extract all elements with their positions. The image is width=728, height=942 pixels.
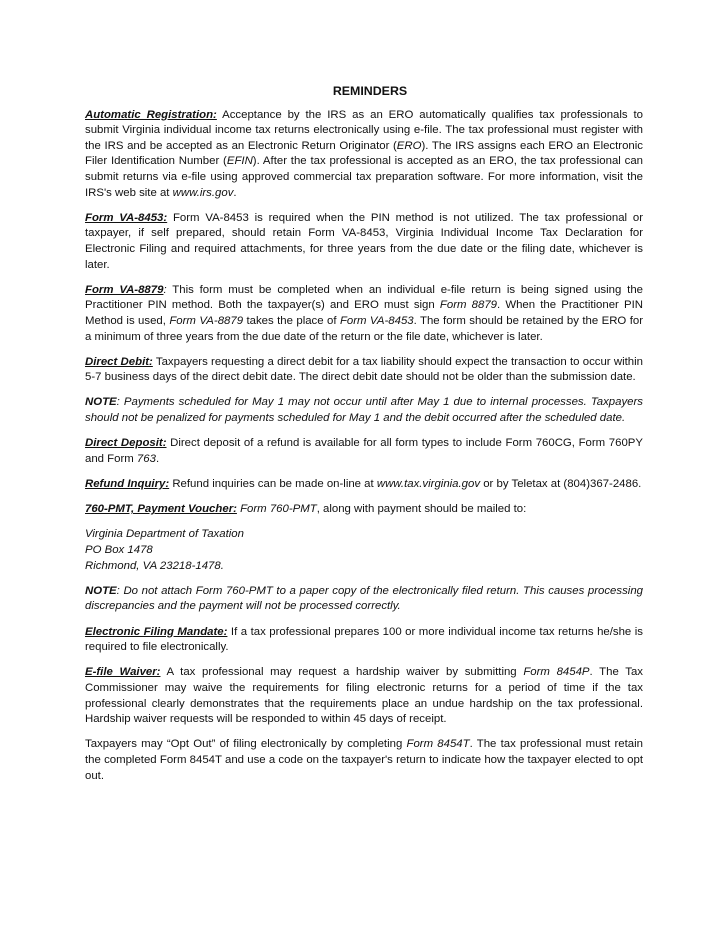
paragraph-form-va-8453: Form VA-8453: Form VA-8453 is required when the PIN method is not utilized. The tax professional or taxpayer, if self prepared, should retain Form VA-8453, Virginia Individual Income Tax Declaration for Electronic Filing and required attachments, for three years from the due date or the filing date, whichever is later. [85,211,643,271]
irs-url-link[interactable]: www.irs.gov [172,186,234,199]
paragraph-opt-out: Taxpayers may “Opt Out” of filing electronically by completing Form 8454T. The tax professional must retain the completed Form 8454T and use a code on the taxpayer's return to indicate how the taxpayer elected to opt out. [85,738,644,782]
paragraph-payment-voucher: 760-PMT, Payment Voucher: Form 760-PMT, along with payment should be mailed to: [85,503,527,516]
paragraph-efile-waiver: E-file Waiver: A tax professional may request a hardship waiver by submitting Form 8454P. The Tax Commissioner may waive the requirements for filing electronic returns for a period of time if the tax professional clearly demonstrates that the requirements place an undue hardship on the tax professional. Hardship waiver requests will be responded to within 45 days of receipt. [85,666,643,726]
address-line: Virginia Department of Taxation [85,528,244,541]
paragraph-direct-debit: Direct Debit: Taxpayers requesting a direct debit for a tax liability should expect the transaction to occur within 5-7 business days of the direct debit date. The direct debit date should not be older than the submission date. [85,355,643,384]
heading-form-va-8453: Form VA-8453: [85,211,168,224]
paragraph-automatic-registration: Automatic Registration: Acceptance by the IRS as an ERO automatically qualifies tax professionals to submit Virginia individual income tax returns electronically using e-file. The tax professional must register with the IRS and be accepted as an Electronic Return Originator (ERO). The IRS assigns each ERO an Electronic Filer Identification Number (EFIN). After the tax professional is accepted as an ERO, the tax professional can submit returns via e-file using approved commercial tax preparation software. For more information, visit the IRS's web site at www.irs.gov. [85,108,643,199]
tax-virginia-url-link[interactable]: www.tax.virginia.gov [376,478,481,491]
paragraph-direct-deposit: Direct Deposit: Direct deposit of a refund is available for all form types to include Form 760CG, Form 760PY and Form 763. [85,437,644,465]
heading-automatic-registration: Automatic Registration: [85,108,217,121]
heading-form-va-8879: Form VA-8879 [85,283,164,296]
note-label: NOTE [85,584,117,597]
heading-filing-mandate: Electronic Filing Mandate: [85,625,228,638]
heading-payment-voucher: 760-PMT, Payment Voucher: [85,503,237,516]
address-line: PO Box 1478 [85,544,153,556]
address-line: Richmond, VA 23218-1478. [85,559,224,572]
heading-direct-deposit: Direct Deposit: [85,437,167,450]
paragraph-filing-mandate: Electronic Filing Mandate: If a tax professional prepares 100 or more individual income tax returns he/she is required to file electronically. [85,625,643,654]
paragraph-refund-inquiry: Refund Inquiry: Refund inquiries can be made on-line at www.tax.virginia.gov or by Teletax at (804)367-2486. [85,478,642,491]
paragraph-note-attach: NOTE: Do not attach Form 760-PMT to a paper copy of the electronically filed return. This causes processing discrepancies and the payment will not be processed correctly. [85,584,643,613]
document-page [85,84,643,794]
heading-efile-waiver: E-file Waiver: [85,666,161,679]
page-title: REMINDERS [332,84,408,98]
note-label: NOTE [85,396,117,409]
heading-direct-debit: Direct Debit: [85,355,153,368]
paragraph-form-va-8879: Form VA-8879: This form must be completed when an individual e-file return is being signed using the Practitioner PIN method. Both the taxpayer(s) and ERO must sign Form 8879. When the Practitioner PIN Method is used, Form VA-8879 takes the place of Form VA-8453. The form should be retained by the ERO for a minimum of three years from the due date of the return or the file date, whichever is later. [85,283,644,343]
mailing-address [85,527,643,574]
paragraph-note-payments: NOTE: Payments scheduled for May 1 may not occur until after May 1 due to internal processes. Taxpayers should not be penalized for payments scheduled for May 1 and the debit occurred after the scheduled date. [85,396,643,425]
heading-refund-inquiry: Refund Inquiry: [85,478,170,491]
